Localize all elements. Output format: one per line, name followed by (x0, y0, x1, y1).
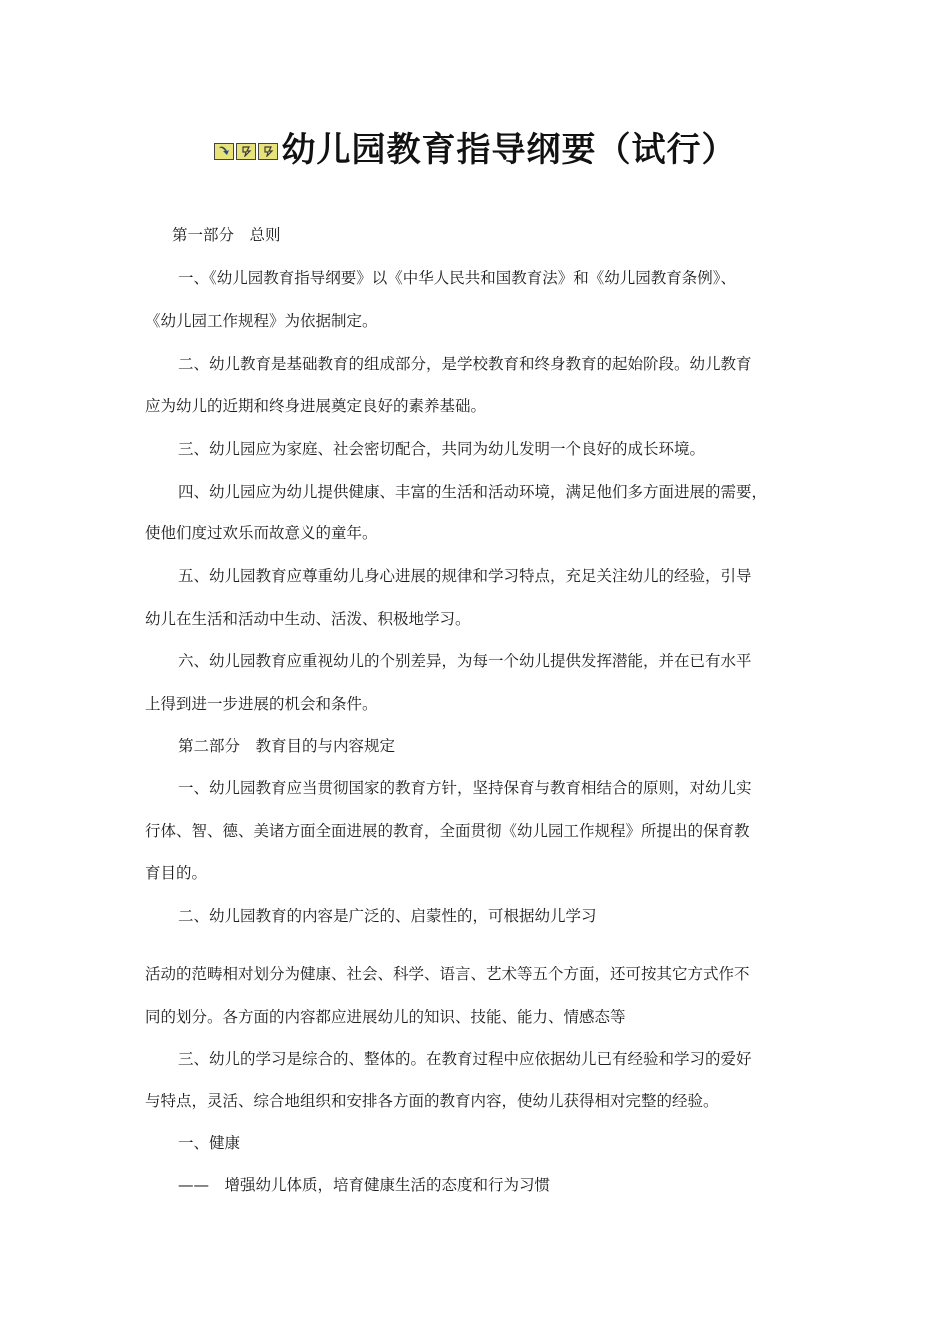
section-heading: 第一部分 总则 (172, 226, 281, 244)
paragraph-line: 同的划分。各方面的内容都应进展幼儿的知识、技能、能力、情感态等 (145, 1008, 626, 1026)
paragraph-line: 育目的。 (145, 864, 208, 882)
paragraph-line: 二、幼儿园教育的内容是广泛的、启蒙性的，可根据幼儿学习 (178, 907, 597, 925)
paragraph-line: 使他们度过欢乐而故意义的童年。 (145, 524, 378, 542)
paragraph-line: 与特点，灵活、综合地组织和安排各方面的教育内容，使幼儿获得相对完整的经验。 (145, 1092, 719, 1110)
paragraph-line: 《幼儿园工作规程》为依据制定。 (145, 312, 378, 330)
paragraph-line: 应为幼儿的近期和终身进展奠定良好的素养基础。 (145, 397, 487, 415)
paragraph-line: 三、幼儿的学习是综合的、整体的。在教育过程中应依据幼儿已有经验和学习的爱好 (178, 1050, 752, 1068)
paragraph-line: 上得到进一步进展的机会和条件。 (145, 695, 378, 713)
paragraph-line: 活动的范畴相对划分为健康、社会、科学、语言、艺术等五个方面，还可按其它方式作不 (145, 965, 750, 983)
paragraph-line: 行体、智、德、美诸方面全面进展的教育，全面贯彻《幼儿园工作规程》所提出的保育教 (145, 822, 750, 840)
arrow-right-icon[interactable] (214, 143, 234, 160)
refresh-icon[interactable] (236, 143, 256, 160)
section-heading: 一、健康 (178, 1134, 241, 1152)
title-row (0, 118, 950, 174)
paragraph-line: —— 增强幼儿体质，培育健康生活的态度和行为习惯 (178, 1176, 551, 1194)
paragraph-line: 三、幼儿园应为家庭、社会密切配合，共同为幼儿发明一个良好的成长环境。 (178, 440, 706, 458)
paragraph-line: 一、幼儿园教育应当贯彻国家的教育方针，坚持保育与教育相结合的原则，对幼儿实 (178, 779, 752, 797)
paragraph-line: 六、幼儿园教育应重视幼儿的个别差异，为每一个幼儿提供发挥潜能，并在已有水平 (178, 652, 752, 670)
paragraph-line: 幼儿在生活和活动中生动、活泼、积极地学习。 (145, 610, 471, 628)
paragraph-line: 一、《幼儿园教育指导纲要》以《中华人民共和国教育法》和《幼儿园教育条例》、 (178, 269, 737, 287)
paragraph-line: 二、幼儿教育是基础教育的组成部分，是学校教育和终身教育的起始阶段。幼儿教育 (178, 355, 752, 373)
section-heading: 第二部分 教育目的与内容规定 (178, 737, 396, 755)
page-title: 幼儿园教育指导纲要（试行） (281, 129, 737, 170)
title-icon-group (214, 143, 280, 160)
refresh-icon[interactable] (258, 143, 278, 160)
paragraph-line: 五、幼儿园教育应尊重幼儿身心进展的规律和学习特点，充足关注幼儿的经验，引导 (178, 567, 752, 585)
paragraph-line: 四、幼儿园应为幼儿提供健康、丰富的生活和活动环境，满足他们多方面进展的需要， (178, 483, 768, 501)
